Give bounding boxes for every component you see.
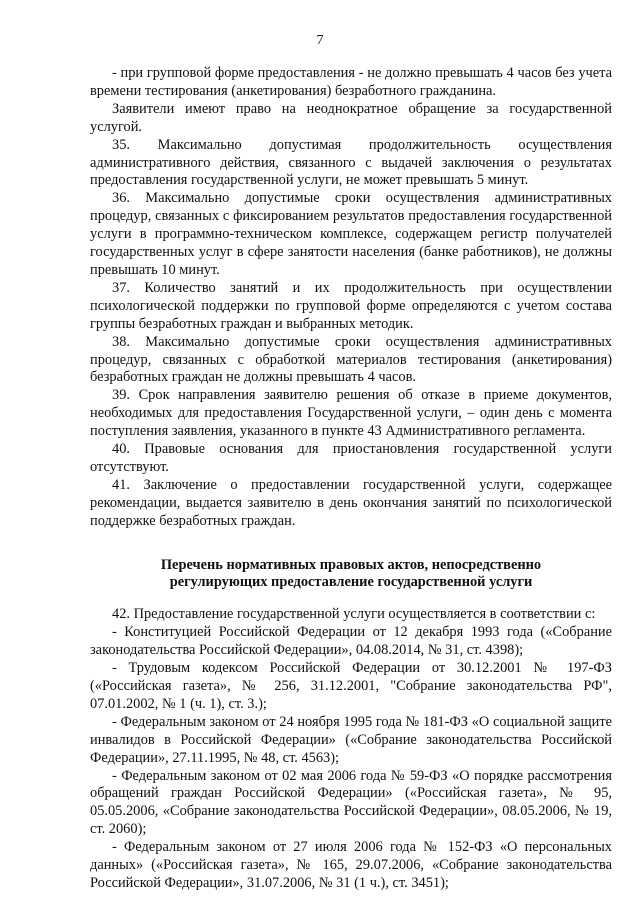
paragraph-37: 37. Количество занятий и их продолжительность при осуществлении психологической поддержки по групповой форме определяются с учетом состава группы безработных граждан и выбранных методик. — [90, 279, 612, 332]
paragraph-35: 35. Максимально допустимая продолжительность осуществления административного действия, связанного с выдачей заключения о результатах предоставления государственной услуги, не может превышать 5 минут. — [90, 136, 612, 189]
document-body — [90, 65, 612, 893]
page-number: 7 — [316, 33, 324, 48]
paragraph-36: 36. Максимально допустимые сроки осуществления административных процедур, связанных с фиксированием результатов предоставления государственной услуги в программно-техническом комплексе, содержащем регистр получателей государственных услуг в сфере занятости населения (банке работников), не должны превышать 10 минут. — [90, 190, 612, 278]
list-item-law-59-fz: - Федеральным законом от 02 мая 2006 года № 59-ФЗ «О порядке рассмотрения обращений граждан Российской Федерации» («Российская газета», № 95, 05.05.2006, «Собрание законодательства Российской Федерации», 08.05.2006, № 19, ст. 2060); — [90, 767, 612, 838]
list-item-constitution: - Конституцией Российской Федерации от 12 декабря 1993 года («Собрание законодательства Российской Федерации», 04.08.2014, № 31, ст. 4398); — [90, 624, 612, 659]
paragraph-38: 38. Максимально допустимые сроки осуществления административных процедур, связанных с обработкой материалов тестирования (анкетирования) безработных граждан не должны превышать 4 часов. — [90, 333, 612, 386]
paragraph-group-form-limit: - при групповой форме предоставления - не должно превышать 4 часов без учета времени тестирования (анкетирования) безработного гражданина. — [90, 65, 612, 99]
section-title-line-1: Перечень нормативных правовых актов, непосредственно — [160, 556, 542, 573]
paragraph-40: 40. Правовые основания для приостановления государственной услуги отсутствуют. — [90, 441, 612, 475]
list-item-law-181-fz: - Федеральным законом от 24 ноября 1995 года № 181-ФЗ «О социальной защите инвалидов в Российской Федерации» («Собрание законодательства Российской Федерации», 27.11.1995, № 48, ст. 4563); — [90, 713, 612, 766]
paragraph-repeated-application: Заявители имеют право на неоднократное обращение за государственной услугой. — [90, 100, 612, 135]
list-item-law-152-fz: - Федеральным законом от 27 июля 2006 года № 152-ФЗ «О персональных данных» («Российская газета», № 165, 29.07.2006, «Собрание законодательства Российской Федерации», 31.07.2006, № 31 (1 ч.), ст. 3451); — [90, 839, 612, 891]
paragraph-39: 39. Срок направления заявителю решения об отказе в приеме документов, необходимых для предоставления Государственной услуги, – один день с момента поступления заявления, указанного в пункте 43 Административного регламента. — [90, 387, 612, 440]
section-title — [90, 557, 612, 593]
paragraph-41: 41. Заключение о предоставлении государственной услуги, содержащее рекомендации, выдается заявителю в день окончания занятий по психологической поддержке безработных граждан. — [90, 476, 612, 529]
list-item-labor-code: - Трудовым кодексом Российской Федерации от 30.12.2001 № 197-ФЗ («Российская газета», № 256, 31.12.2001, "Собрание законодательства РФ", 07.01.2002, № 1 (ч. 1), ст. 3.); — [90, 660, 612, 712]
section-title-line-2: регулирующих предоставление государственной услуги — [169, 574, 533, 591]
paragraph-42: 42. Предоставление государственной услуги осуществляется в соответствии с: — [112, 606, 596, 623]
